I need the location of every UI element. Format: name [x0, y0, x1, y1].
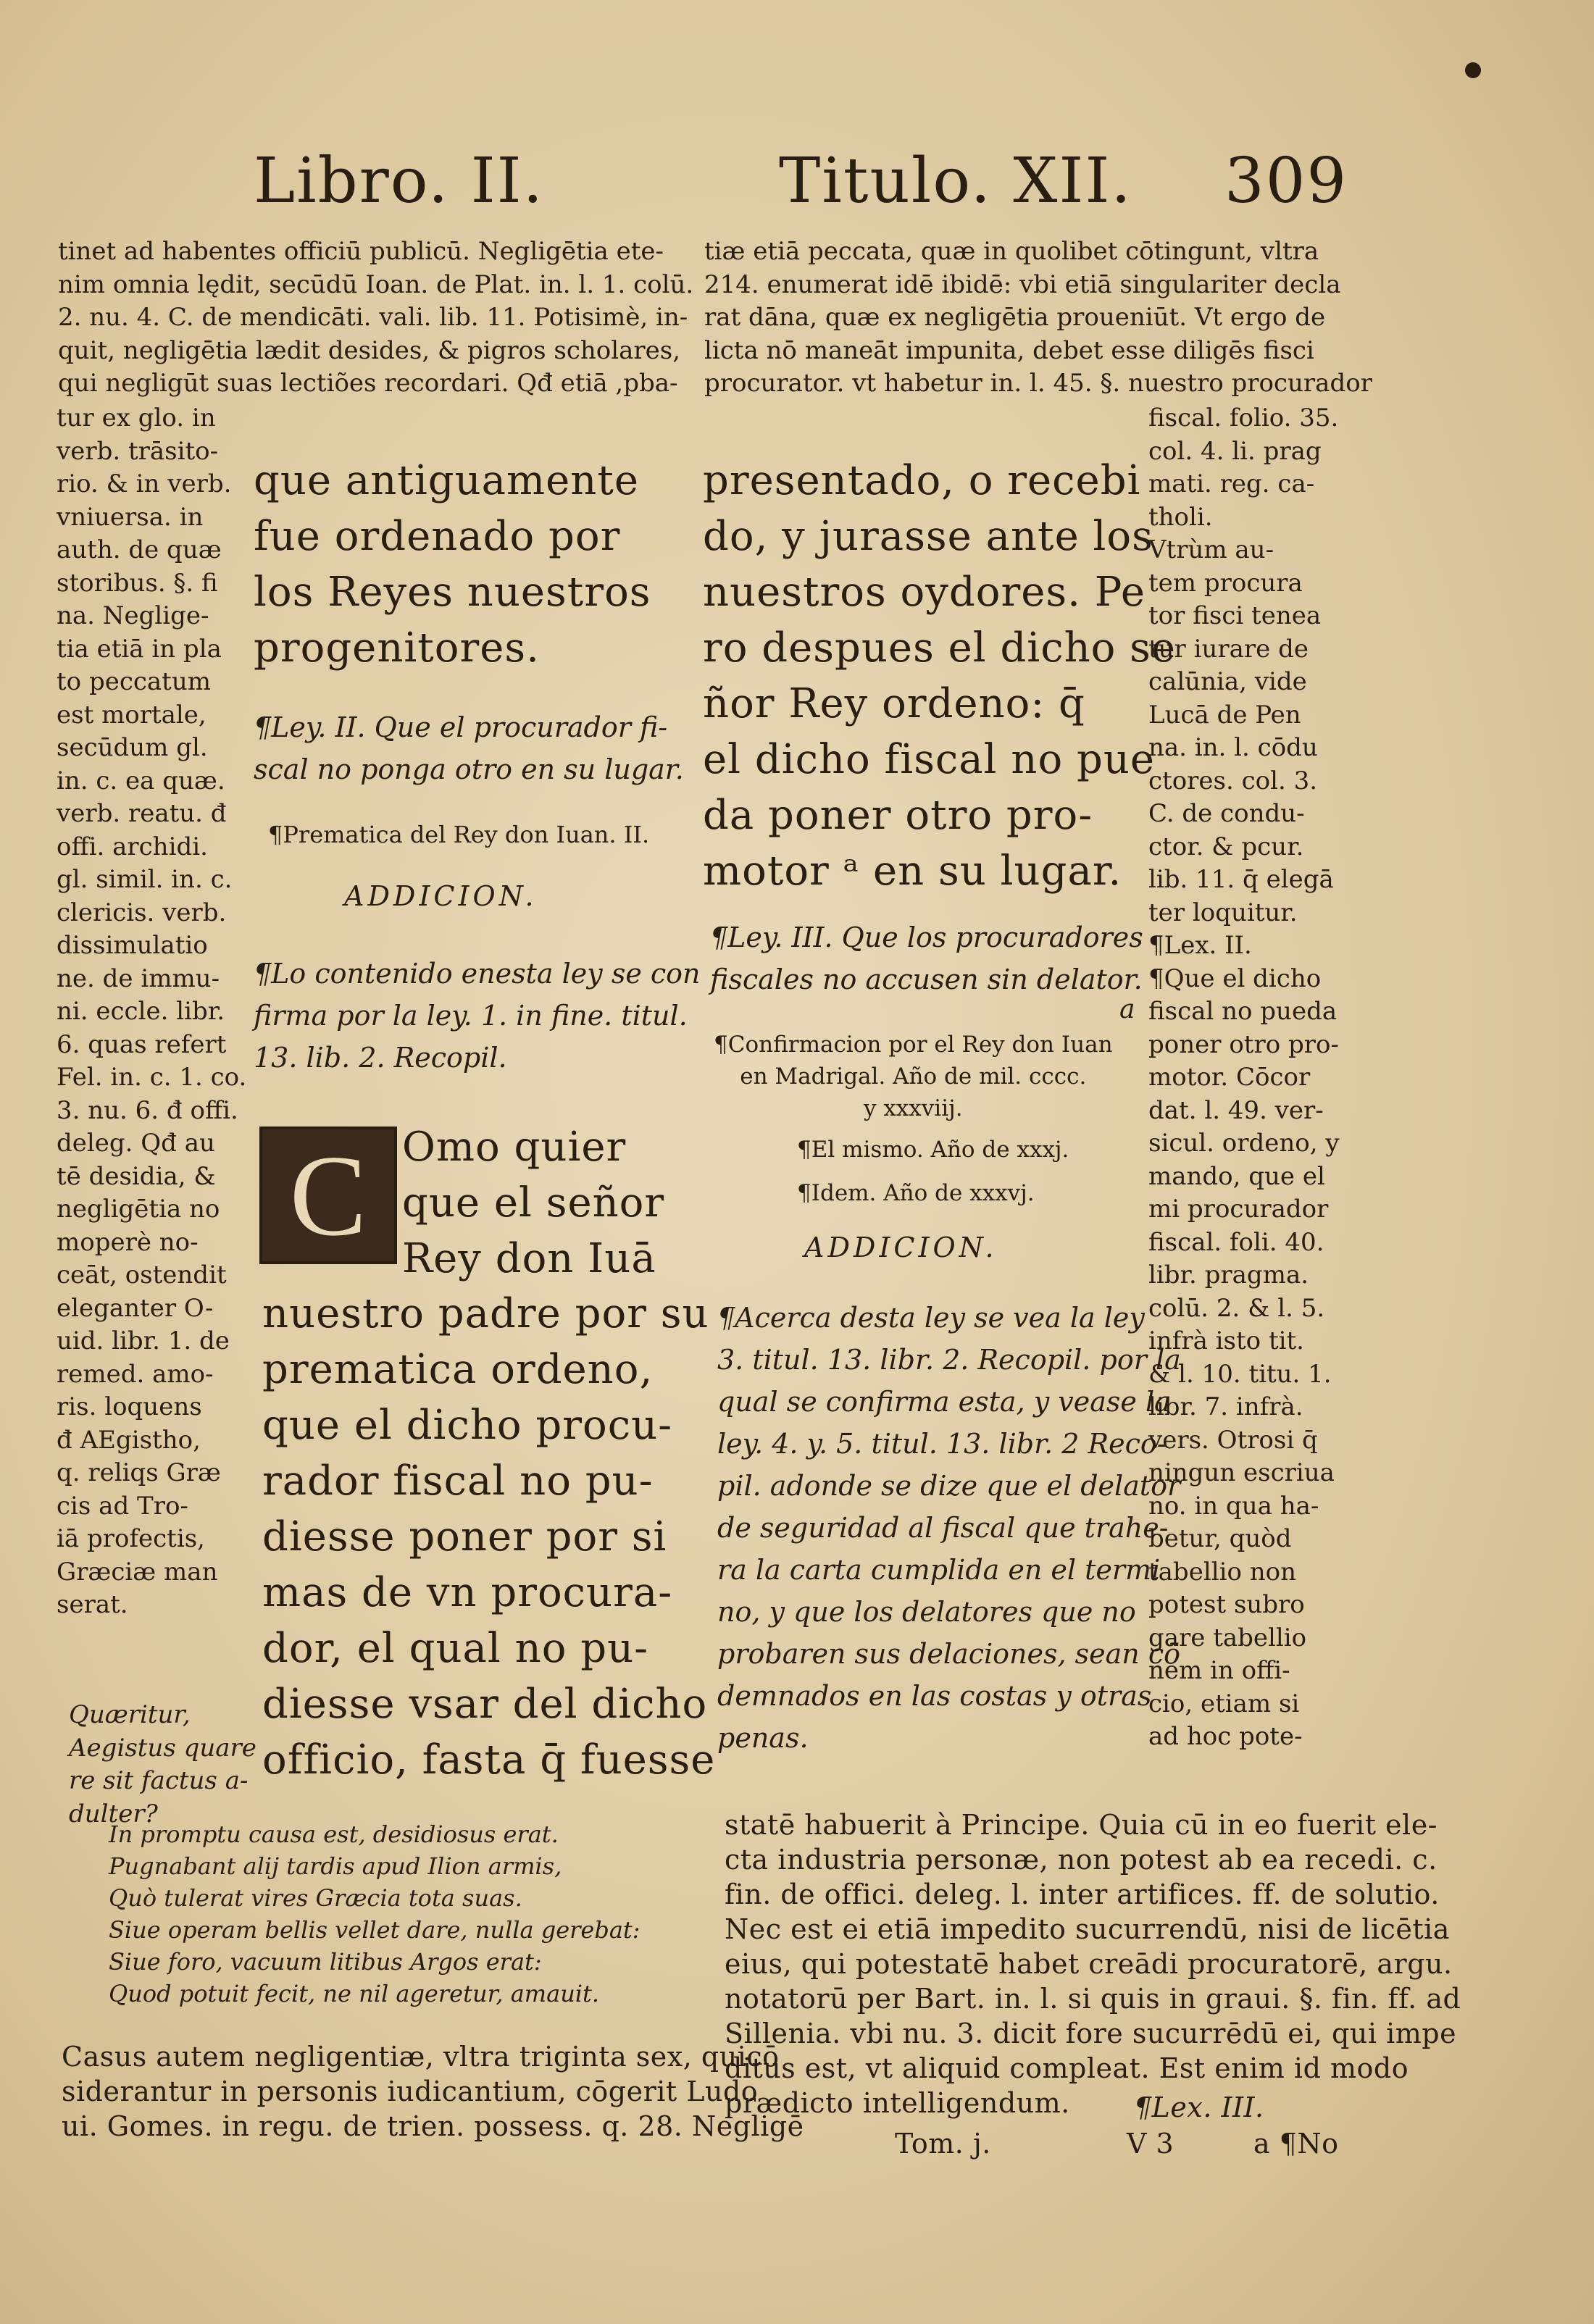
left-margin-question — [69, 1699, 256, 1831]
text-line: serat. — [57, 1590, 128, 1619]
text-line: remed. amo- — [57, 1359, 214, 1389]
text-line: ditus est, vt aliquid compleat. Est enim id modo — [725, 2052, 1409, 2084]
text-line: notatorū per Bart. in. l. si quis in graui. §. fin. ff. ad — [725, 1983, 1461, 2015]
text-line: de seguridad al fiscal que trahe- — [717, 1512, 1169, 1544]
text-line: Casus autem negligentiæ, vltra triginta sex, quicō — [62, 2041, 780, 2073]
text-line: ro despues el dicho se — [703, 624, 1177, 672]
text-line: libr. pragma. — [1148, 1261, 1309, 1290]
text-line: Pugnabant alij tardis apud Ilion armis, — [109, 1852, 562, 1880]
text-line: verb. reatu. đ — [57, 799, 227, 828]
text-line: col. 4. li. prag — [1148, 436, 1322, 466]
text-line: dor, el qual no pu- — [262, 1625, 649, 1672]
text-line: prædicto intelligendum. — [725, 2087, 1070, 2119]
text-line: nim omnia lędit, secūdū Ioan. de Plat. in. l. 1. colū. — [58, 269, 694, 299]
text-line: firma por la ley. 1. in fine. titul. — [254, 1000, 688, 1032]
text-line: statē habuerit à Principe. Quia cū in eo fuerit ele- — [725, 1809, 1438, 1841]
text-line: ñor Rey ordeno: q̄ — [703, 680, 1085, 727]
text-line: fiscales no accusen sin delator. — [710, 964, 1143, 995]
text-line: Siue foro, vacuum litibus Argos erat: — [109, 1948, 542, 1976]
text-line: C. de condu- — [1148, 799, 1305, 828]
text-line: do, y jurasse ante los — [703, 513, 1153, 560]
text-line: fin. de offici. deleg. l. inter artifices. ff. de solutio. — [725, 1878, 1440, 1910]
text-line: fiscal. foli. 40. — [1148, 1227, 1324, 1257]
text-line: Nec est ei etiā impedito sucurrendū, nisi de licētia — [725, 1913, 1450, 1945]
text-line: re sit factus a- — [69, 1766, 249, 1795]
text-line: Vtrùm au- — [1148, 535, 1274, 564]
text-line: prematica ordeno, — [262, 1346, 654, 1393]
col1-law-text-opening — [402, 1119, 664, 1287]
right-bottom-commentary — [725, 1807, 1461, 2120]
text-line: 3. nu. 6. đ offi. — [57, 1095, 238, 1125]
text-line: verb. trāsito- — [57, 436, 219, 466]
text-line: dat. l. 49. ver- — [1148, 1095, 1324, 1125]
col2-addicion-heading: ADDICION. — [804, 1232, 998, 1263]
text-line: ¶Lex. II. — [1148, 931, 1252, 960]
text-line: tur ex glo. in — [57, 404, 216, 432]
col2-mismo: ¶El mismo. Año de xxxj. — [797, 1137, 1069, 1163]
text-line: ctores. col. 3. — [1148, 766, 1318, 795]
text-line: ¶Confirmacion por el Rey don Iuan — [714, 1032, 1113, 1058]
text-line: y xxxviij. — [863, 1095, 963, 1121]
text-line: ningun escriua — [1148, 1458, 1335, 1487]
text-line: libr. 7. infrà. — [1148, 1392, 1303, 1421]
text-line: lib. 11. q̄ elegā — [1148, 865, 1334, 894]
text-line: na. Neglige- — [57, 601, 209, 630]
text-line: ter loquitur. — [1148, 898, 1298, 927]
text-line: potest subro — [1148, 1590, 1305, 1619]
text-line: motor. Cōcor — [1148, 1063, 1311, 1092]
text-line: procurator. vt habetur in. l. 45. §. nuestro procurador — [704, 369, 1372, 398]
text-line: cis ad Tro- — [57, 1491, 188, 1521]
text-line: na. in. l. cōdu — [1148, 733, 1318, 762]
text-line: que antiguamente — [254, 457, 639, 504]
ink-spot — [1465, 62, 1481, 78]
text-line: vers. Otrosi q̄ — [1148, 1425, 1318, 1455]
text-line: ¶Acerca desta ley se vea la ley — [717, 1302, 1145, 1334]
text-line: dulter? — [69, 1799, 158, 1828]
text-line: mas de vn procura- — [262, 1569, 673, 1616]
text-line: In promptu causa est, desidiosus erat. — [109, 1821, 559, 1848]
text-line: fiscal no pueda — [1148, 997, 1338, 1026]
text-line: mando, que el — [1148, 1161, 1325, 1191]
col2-addicion-text — [717, 1297, 1181, 1759]
text-line: diesse vsar del dicho — [262, 1681, 708, 1728]
text-line: tinet ad habentes officiū publicū. Negligētia ete- — [58, 237, 664, 266]
text-line: ley. 4. y. 5. titul. 13. libr. 2 Reco- — [717, 1428, 1167, 1460]
text-line: penas. — [717, 1722, 809, 1754]
text-line: Quod potuit fecit, ne nil ageretur, amauit. — [109, 1980, 600, 2007]
text-line: ctor. & pcur. — [1148, 832, 1304, 861]
text-line: secūdum gl. — [57, 733, 208, 762]
text-line: 13. lib. 2. Recopil. — [254, 1042, 507, 1074]
text-line: nem in offi- — [1148, 1656, 1290, 1685]
left-margin-gloss — [57, 402, 246, 1622]
text-line: poner otro pro- — [1148, 1029, 1339, 1059]
text-line: infrà isto tit. — [1148, 1326, 1304, 1355]
text-line: nuestro padre por su — [262, 1290, 709, 1337]
text-line: Quæritur, — [69, 1700, 191, 1729]
text-line: ne. de immu- — [57, 964, 220, 993]
latin-verses — [109, 1818, 640, 2010]
footer-catchword: a ¶No — [1253, 2128, 1339, 2160]
text-line: tor fisci tenea — [1148, 601, 1322, 630]
text-line: to peccatum — [57, 667, 211, 696]
text-line: rat dāna, quæ ex negligētia proueniūt. Vt ergo de — [704, 303, 1326, 332]
page-number: 309 — [1224, 145, 1348, 217]
text-line: ni. eccle. libr. — [57, 997, 225, 1026]
text-line: ¶Ley. III. Que los procuradores — [710, 921, 1143, 953]
text-line: moperè no- — [57, 1227, 199, 1257]
text-line: ¶Lo contenido enesta ley se con — [254, 958, 701, 990]
text-line: ceāt, ostendit — [57, 1261, 227, 1290]
col2-confirmacion — [714, 1029, 1113, 1124]
text-line: rador fiscal no pu- — [262, 1458, 654, 1505]
text-line: đ AEgistho, — [57, 1425, 201, 1455]
footer-signature: V 3 — [1127, 2128, 1174, 2160]
text-line: Aegistus quare — [69, 1733, 256, 1763]
text-line: ad hoc pote- — [1148, 1722, 1303, 1751]
text-line: tholi. — [1148, 502, 1213, 532]
text-line: tē desidia, & — [57, 1161, 216, 1191]
text-line: qual se confirma esta, y vease la — [717, 1386, 1171, 1418]
text-line: no, y que los delatores que no — [717, 1596, 1136, 1628]
text-line: offi. archidi. — [57, 832, 208, 861]
text-line: vniuersa. in — [57, 502, 204, 532]
text-line: Omo quier — [402, 1124, 627, 1171]
text-line: clericis. verb. — [57, 898, 227, 927]
text-line: tur iurare de — [1148, 634, 1309, 664]
text-line: presentado, o recebi — [703, 457, 1141, 504]
text-line: Sillenia. vbi nu. 3. dicit fore sucurrēdū ei, qui impe — [725, 2018, 1457, 2049]
drop-cap-letter: C — [289, 1131, 367, 1260]
text-line: mi procurador — [1148, 1195, 1329, 1224]
right-margin-gloss — [1148, 402, 1340, 1754]
left-top-commentary — [58, 235, 693, 401]
col1-body-text — [254, 453, 651, 676]
text-line: probaren sus delaciones, sean cō — [717, 1638, 1181, 1670]
col1-addicion-heading: ADDICION. — [344, 880, 538, 912]
text-line: tiæ etiā peccata, quæ in quolibet cōtingunt, vltra — [704, 237, 1319, 266]
text-line: eleganter O- — [57, 1293, 214, 1323]
col2-top-commentary — [704, 235, 1372, 401]
text-line: el dicho fiscal no pue — [703, 736, 1156, 783]
col2-body-text — [703, 453, 1176, 899]
text-line: ui. Gomes. in regu. de trien. possess. q. 28. Negligē — [62, 2110, 804, 2142]
text-line: cta industria personæ, non potest ab ea recedi. c. — [725, 1844, 1437, 1876]
text-line: dissimulatio — [57, 931, 208, 960]
text-line: 3. titul. 13. libr. 2. Recopil. por la — [717, 1344, 1181, 1376]
col2-idem: ¶Idem. Año de xxxvj. — [797, 1180, 1035, 1206]
text-line: in. c. ea quæ. — [57, 766, 225, 795]
text-line: no. in qua ha- — [1148, 1491, 1319, 1521]
text-line: quit, negligētia lædit desides, & pigros scholares, — [58, 335, 681, 365]
text-line: cio, etiam si — [1148, 1689, 1300, 1718]
text-line: Græciæ man — [57, 1557, 218, 1587]
text-line: mati. reg. ca- — [1148, 469, 1315, 498]
text-line: licta nō maneāt impunita, debet esse diligēs fisci — [704, 335, 1314, 365]
text-line: est mortale, — [57, 700, 206, 730]
text-line: eius, qui potestatē habet creādi procuratorē, argu. — [725, 1948, 1453, 1980]
text-line: gl. simil. in. c. — [57, 865, 233, 894]
text-line: tia etiā in pla — [57, 634, 222, 664]
text-line: Fel. in. c. 1. co. — [57, 1063, 247, 1092]
text-line: motor ᵃ en su lugar. — [703, 848, 1122, 895]
text-line: ris. loquens — [57, 1392, 202, 1421]
footer-volume: Tom. j. — [895, 2128, 991, 2160]
text-line: Quò tulerat vires Græcia tota suas. — [109, 1884, 522, 1912]
text-line: diesse poner por si — [262, 1513, 667, 1560]
text-line: demnados en las costas y otras — [717, 1680, 1152, 1712]
text-line: tem procura — [1148, 568, 1303, 598]
text-line: siderantur in personis iudicantium, cōgerit Ludo — [62, 2076, 759, 2107]
text-line: betur, quòd — [1148, 1524, 1292, 1553]
text-line: da poner otro pro- — [703, 792, 1093, 839]
running-head-book: Libro. II. — [254, 145, 544, 217]
text-line: fiscal. folio. 35. — [1148, 404, 1339, 432]
text-line: 2. nu. 4. C. de mendicāti. vali. lib. 11. Potisimè, in- — [58, 303, 688, 332]
text-line: pil. adonde se dize que el delator — [717, 1470, 1181, 1502]
text-line: fue ordenado por — [254, 513, 621, 560]
text-line: qui negligūt suas lectiões recordari. Qđ etiā ,pba- — [58, 369, 678, 398]
right-bottom-lex: ¶Lex. III. — [1134, 2091, 1264, 2123]
running-head-title: Titulo. XII. — [779, 145, 1132, 217]
text-line: Lucā de Pen — [1148, 700, 1301, 730]
col1-pragmatica: ¶Prematica del Rey don Iuan. II. — [268, 821, 650, 848]
text-line: progenitores. — [254, 624, 540, 672]
text-line: nuestros oydores. Pe — [703, 569, 1146, 616]
text-line: scal no ponga otro en su lugar. — [254, 753, 684, 785]
text-line: & l. 10. titu. 1. — [1148, 1359, 1332, 1389]
text-line: ra la carta cumplida en el termi — [717, 1554, 1161, 1586]
text-line: uid. libr. 1. de — [57, 1326, 230, 1355]
text-line: auth. de quæ — [57, 535, 222, 564]
text-line: colū. 2. & l. 5. — [1148, 1293, 1325, 1323]
col2-law-title — [710, 916, 1143, 1000]
text-line: q. reliqs Græ — [57, 1458, 221, 1487]
text-line: 6. quas refert — [57, 1029, 227, 1059]
text-line: los Reyes nuestros — [254, 569, 651, 616]
text-line: storibus. §. fi — [57, 568, 218, 598]
text-line: calūnia, vide — [1148, 667, 1307, 696]
text-line: gare tabellio — [1148, 1623, 1307, 1652]
col1-law-title — [254, 706, 684, 790]
text-line: en Madrigal. Año de mil. cccc. — [740, 1063, 1087, 1090]
text-line: 214. enumerat idē ibidē: vbi etiā singulariter decla — [704, 269, 1341, 299]
text-line: que el señor — [402, 1179, 665, 1226]
text-line: tabellio non — [1148, 1557, 1296, 1587]
text-line: deleg. Qđ au — [57, 1129, 215, 1158]
col1-law-text — [262, 1286, 715, 1788]
margin-note-a: a — [1119, 995, 1135, 1024]
text-line: rio. & in verb. — [57, 469, 232, 498]
left-bottom-commentary — [62, 2039, 804, 2144]
text-line: iā profectis, — [57, 1524, 205, 1553]
text-line: ¶Ley. II. Que el procurador fi- — [254, 711, 668, 743]
text-line: Siue operam bellis vellet dare, nulla gerebat: — [109, 1916, 640, 1944]
text-line: sicul. ordeno, y — [1148, 1129, 1340, 1158]
col1-addicion-text — [254, 953, 701, 1079]
drop-cap-initial — [259, 1127, 397, 1264]
text-line: ¶Que el dicho — [1148, 964, 1322, 993]
text-line: officio, fasta q̄ fuesse — [262, 1736, 716, 1784]
text-line: que el dicho procu- — [262, 1402, 673, 1449]
text-line: negligētia no — [57, 1195, 220, 1224]
text-line: Rey don Iuā — [402, 1235, 656, 1282]
